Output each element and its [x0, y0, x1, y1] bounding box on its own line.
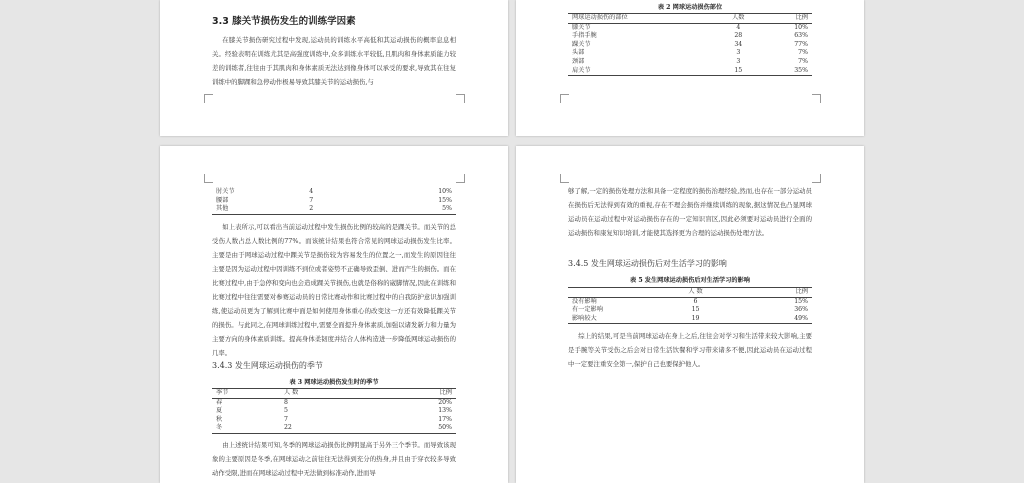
table-seasons [212, 388, 456, 434]
cell: 4 [309, 188, 314, 195]
table-row [212, 398, 456, 407]
cell: 10% [794, 23, 808, 31]
cell: 腰部 [216, 196, 229, 204]
cell: 秋 [216, 415, 223, 423]
crop-mark [456, 174, 465, 183]
table-row [568, 297, 812, 306]
table-row [212, 407, 456, 416]
cell: 50% [369, 424, 456, 433]
column-header: 比例 [369, 389, 456, 399]
cell: 4 [736, 23, 741, 31]
cell: 22 [280, 424, 369, 433]
cell: 49% [735, 315, 812, 324]
paragraph: 综上的结果,可是当前网球运动在身上之后,往往会对学习和生活带来较大影响,主要是手腕等关节受伤之后会对日常生活饮餐和学习带来诸多不便,因此运动员在运动过程中一定要注重安全第一,保护自己也要保护他人。 [568, 332, 812, 368]
cell: 肘关节 [216, 188, 235, 195]
document-page-3 [160, 146, 508, 483]
cell: 手指手腕 [572, 32, 597, 40]
table-row [568, 315, 812, 324]
table-row [212, 197, 456, 206]
cell: 3 [736, 57, 741, 65]
body-text [212, 220, 456, 360]
crop-mark [812, 94, 821, 103]
cell: 15 [691, 306, 700, 314]
table-injury-locations-continued [212, 188, 456, 215]
cell: 膝关节 [572, 23, 591, 31]
paragraph: 够了解,一定的损伤处理方法和具备一定程度的损伤治理经验,然而,也存在一部分运动员在损伤后无法得到有效的重视,存在不理会损伤并继续训练的现象,据这情况也凸显网球运动员在运动过程中对运动损伤存在的一定知识盲区,因此必须要对运动员进行全面的运动损伤和康复知识培训,才能使其选择更为合理的运动损伤处理方法。 [568, 187, 812, 237]
cell: 6 [693, 297, 698, 305]
cell: 有一定影响 [572, 306, 603, 314]
column-header: 网球运动损伤的部位 [568, 14, 715, 24]
table-caption: 表 5 发生网球运动损伤后对生活学习的影响 [630, 277, 750, 284]
cell: 其他 [212, 205, 280, 214]
table-row [568, 58, 812, 67]
table-caption: 表 3 网球运动损伤发生时的季节 [289, 379, 379, 386]
cell: 7 [284, 415, 288, 423]
column-header: 人 数 [280, 389, 369, 399]
paragraph: 由上述统计结果可知,冬季的网球运动损伤比例明显高于另外三个季节。而导致该现象的主要原因是冬季,在网球运动之前往往无法得到充分的热身,并且由于穿衣较多导致动作受限,进而在网球运动过程中无法做到标准动作,进而导 [212, 441, 456, 477]
cell: 7 [309, 196, 314, 204]
cell: 2 [280, 205, 342, 214]
cell: 7% [798, 57, 808, 65]
cell: 8 [284, 398, 288, 406]
crop-mark [204, 174, 213, 183]
table-row [212, 205, 456, 214]
cell: 34 [734, 40, 743, 48]
crop-mark [560, 174, 569, 183]
cell: 15% [794, 297, 808, 305]
cell: 影响较大 [568, 315, 656, 324]
column-header: 比例 [762, 14, 812, 24]
crop-mark [812, 174, 821, 183]
cell: 3 [736, 49, 741, 57]
crop-mark [560, 94, 569, 103]
cell: 肩关节 [568, 67, 715, 76]
cell: 35% [762, 67, 812, 76]
cell: 77% [794, 40, 808, 48]
cell: 夏 [216, 407, 223, 415]
subsection-heading: 3.4.3 发生网球运动损伤的季节 [212, 361, 323, 370]
cell: 28 [734, 32, 743, 40]
paragraph: 在膝关节损伤研究过程中发现,运动员的训练水平高低和其运动损伤的概率息息相关。经验表明在训练尤其是高强度训练中,众多训练水平较低,且肌肉和身体素质能力较差的训练者,往往由于其肌肉和身体素质无法达到像身体可以承受的要求,导致其在往复训练中的脚踝和急停动作极易导致其膝关节的运动损伤,与 [212, 36, 456, 86]
cell: 5% [342, 205, 456, 214]
cell: 13% [438, 407, 452, 415]
body-text [212, 33, 456, 89]
cell: 冬 [212, 424, 280, 433]
subsection-heading: 3.4.5 发生网球运动损伤后对生活学习的影响 [568, 259, 727, 268]
table-row [212, 416, 456, 425]
cell: 7% [798, 49, 808, 57]
column-header: 人 数 [656, 288, 735, 298]
cell: 17% [438, 415, 452, 423]
column-header: 比例 [735, 288, 812, 298]
body-text [568, 329, 812, 371]
table-row [212, 424, 456, 433]
cell: 颈部 [572, 57, 585, 65]
cell: 19 [656, 315, 735, 324]
document-page-1 [160, 0, 508, 136]
cell: 10% [438, 188, 452, 195]
cell: 春 [216, 398, 223, 406]
cell: 头部 [572, 49, 585, 57]
body-text [212, 438, 456, 480]
cell: 踝关节 [572, 40, 591, 48]
section-heading: 3.3 膝关节损伤发生的训练学因素 [212, 16, 356, 27]
document-page-4 [516, 146, 864, 483]
cell: 36% [794, 306, 808, 314]
cell: 5 [284, 407, 288, 415]
table-row [568, 67, 812, 76]
paragraph: 如上表所示,可以看出当前运动过程中发生损伤比例的较高的是踝关节。而关节的总受伤人数占总人数比例的77%。而该统计结果也符合常见的网球运动损伤发生比率。主要是由于网球运动过程中踝关节是损伤较为容易发生的位置之一,而发生的原因往往主要是因为运动过程中因训练不到位或者姿势不正确导致歪倒、进而产生的损伤。而在比赛过程中,由于急停和变向也会造成踝关节损伤,也就是俗称的崴脚情况,因此在训练和比赛过程中往往需要对参赛运动员的日常比赛动作和比赛过程中的自我防护意识加强训练,使运动员更为了解到比赛中面是如何使用身体重心的改变这一方还有效降低踝关节的损伤。与此同之,在网球训练过程中,需要全面提升身体素质,加强以诸发新力和力量为主要方向的身体素质训练。提高身体柔韧度并结合人体构造进一步降低网球运动损伤的几率。 [212, 223, 456, 357]
table-row [568, 41, 812, 50]
cell: 20% [438, 398, 452, 406]
column-header: 季节 [212, 389, 280, 399]
table-impact-on-life [568, 287, 812, 324]
table-caption: 表 2 网球运动损伤部位 [657, 4, 723, 11]
crop-mark [204, 94, 213, 103]
column-header [568, 288, 656, 298]
cell: 没有影响 [572, 297, 597, 305]
cell: 15 [715, 67, 762, 76]
cell: 15% [438, 196, 452, 204]
table-row [568, 49, 812, 58]
table-injury-locations [568, 13, 812, 76]
cell: 63% [794, 32, 808, 40]
table-row [568, 32, 812, 41]
crop-mark [456, 94, 465, 103]
body-text [568, 184, 812, 240]
table-row [568, 23, 812, 32]
table-row [568, 306, 812, 315]
document-page-2 [516, 0, 864, 136]
table-row [212, 188, 456, 197]
column-header: 人数 [715, 14, 762, 24]
